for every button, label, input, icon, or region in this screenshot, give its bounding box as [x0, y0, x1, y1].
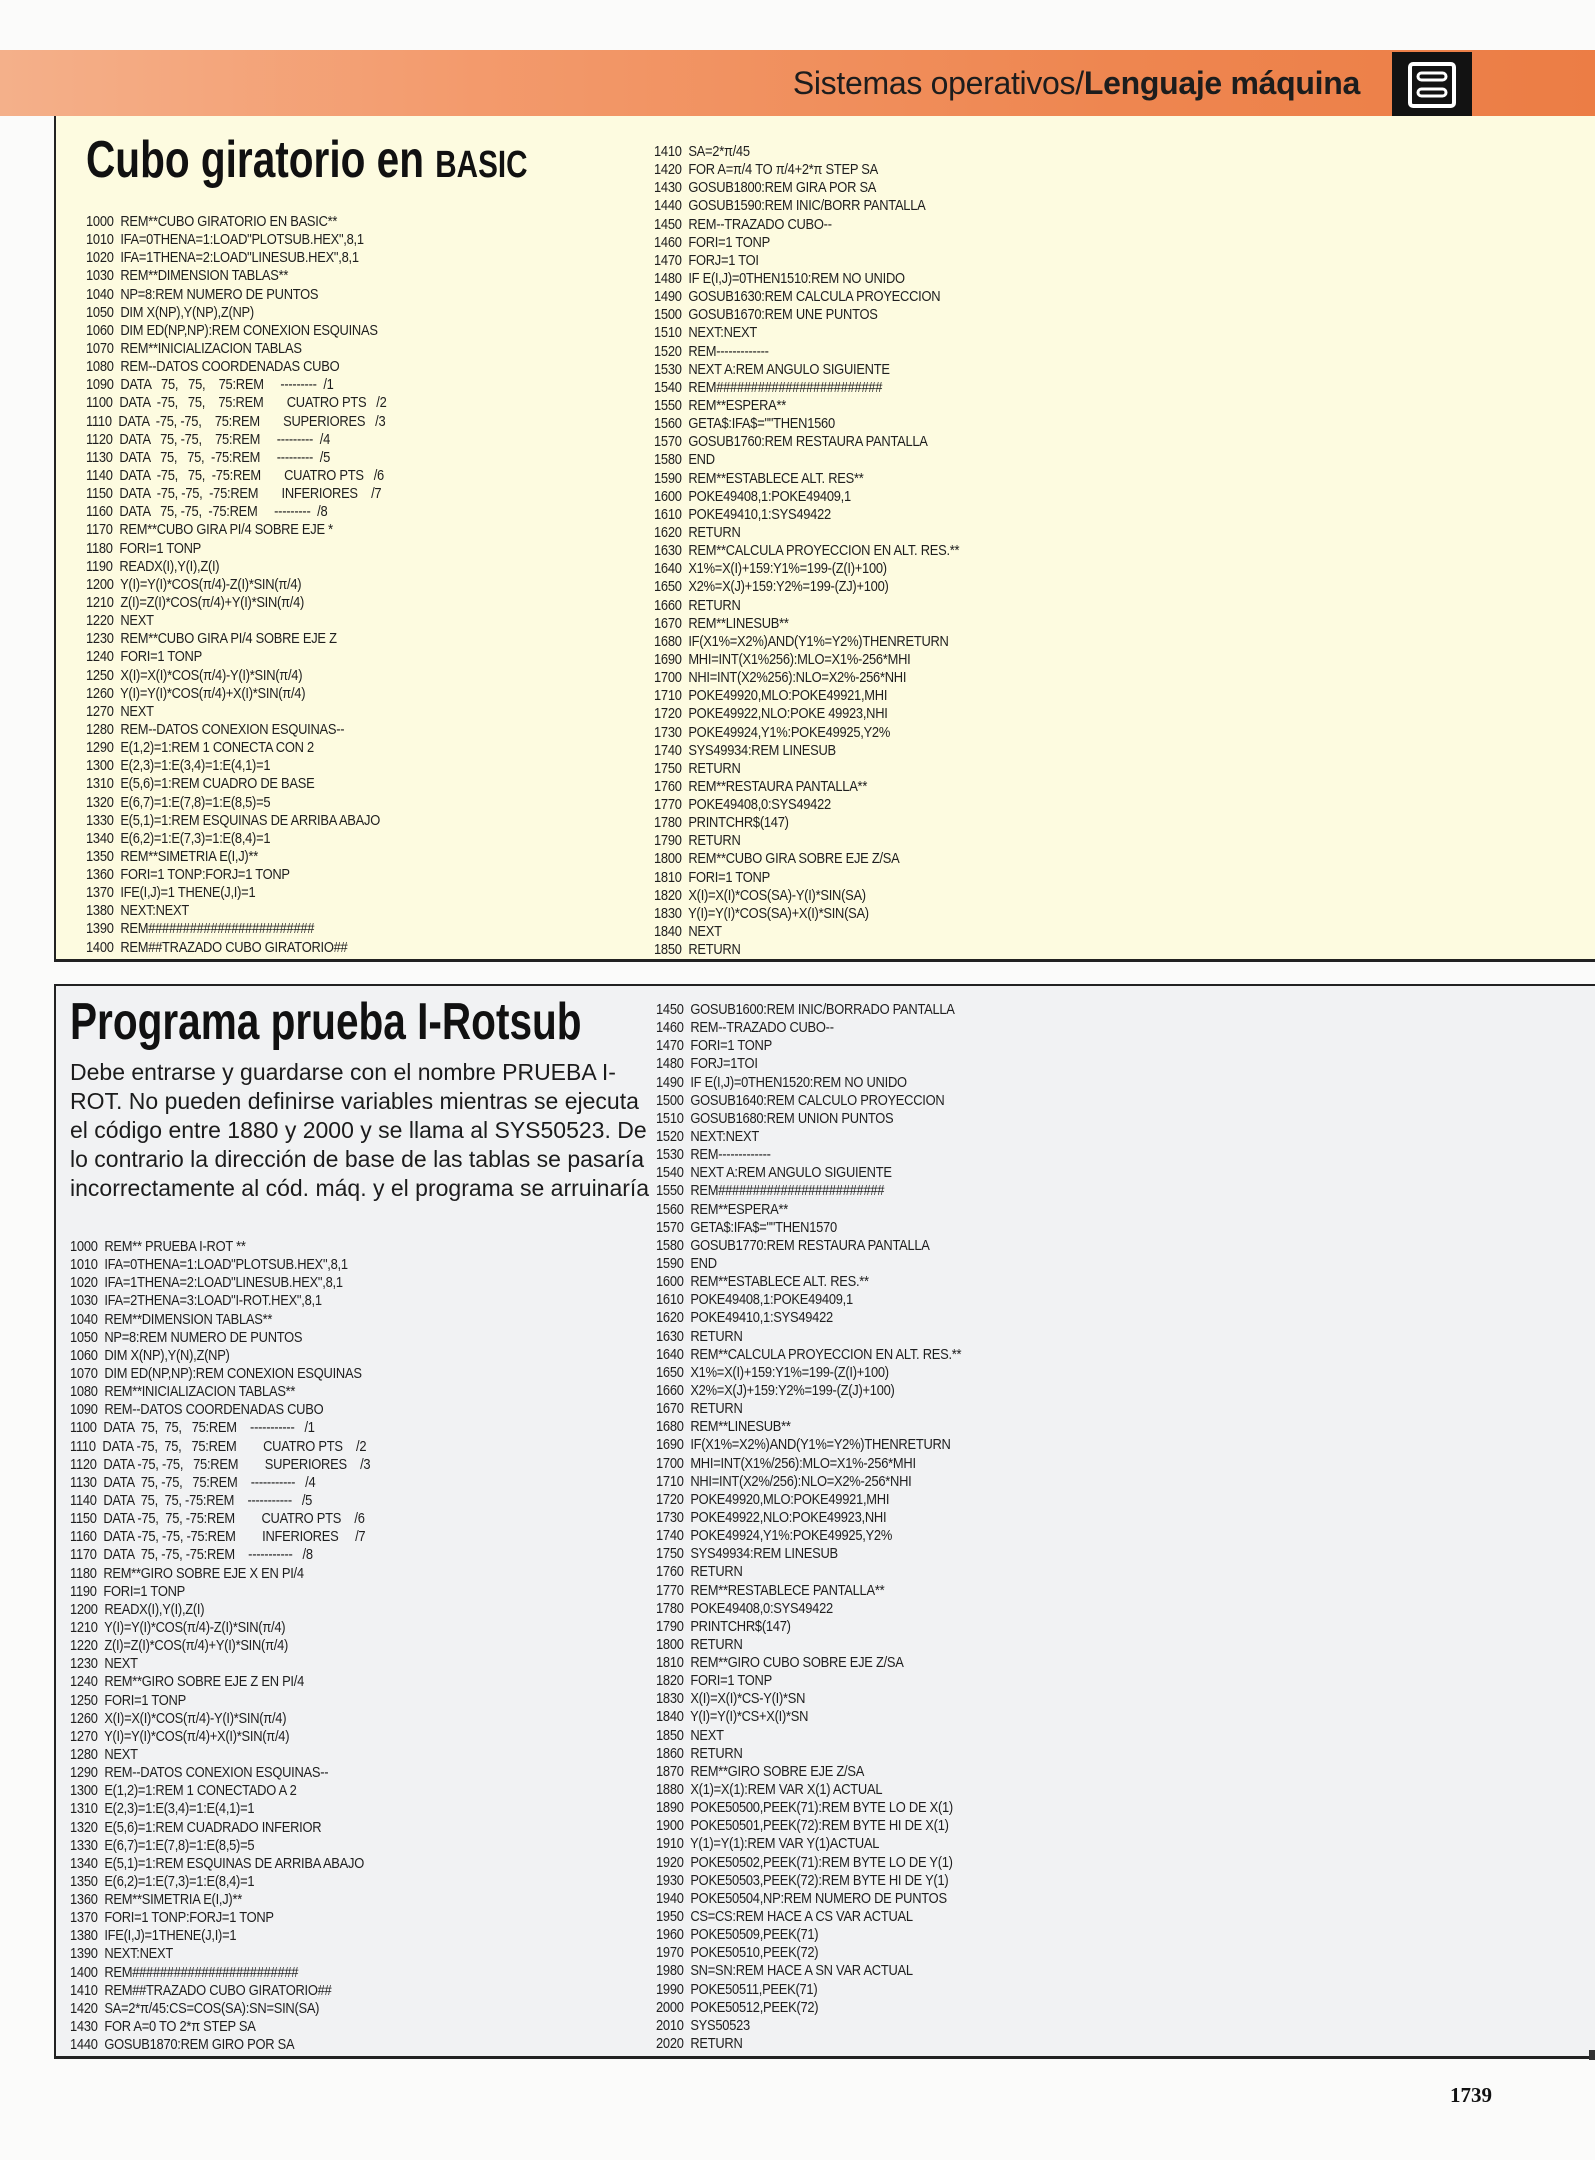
code-line: 1590 END [656, 1254, 717, 1272]
code-line: 1390 REM######################## [86, 920, 315, 938]
code-line: 1450 GOSUB1600:REM INIC/BORRADO PANTALLA [656, 1001, 955, 1018]
code-line: 1030 IFA=2THENA=3:LOAD"I-ROT.HEX",8,1 [70, 1292, 322, 1310]
code-line: 1630 RETURN [656, 1327, 743, 1345]
code-line: 1370 IFE(I,J)=1 THENE(J,I)=1 [86, 884, 256, 902]
code-line: 1690 IF(X1%=X2%)AND(Y1%=Y2%)THENRETURN [656, 1436, 951, 1454]
code-line: 1980 SN=SN:REM HACE A SN VAR ACTUAL [656, 1962, 913, 1980]
code-line: 1620 RETURN [654, 523, 741, 541]
code-line: 1490 IF E(I,J)=0THEN1520:REM NO UNIDO [656, 1073, 907, 1091]
code-line: 1950 CS=CS:REM HACE A CS VAR ACTUAL [656, 1908, 913, 1926]
code-line: 1110 DATA -75, -75, 75:REM SUPERIORES /3 [86, 412, 386, 430]
code-line: 1150 DATA -75, 75, -75:REM CUATRO PTS /6 [70, 1510, 365, 1528]
code-line: 1670 RETURN [656, 1400, 743, 1418]
code-listing-column-1 [70, 1238, 419, 2054]
code-line: 1820 FORI=1 TONP [656, 1672, 772, 1690]
code-line: 1740 POKE49924,Y1%:POKE49925,Y2% [656, 1527, 893, 1545]
code-listing-column-2 [654, 143, 1009, 959]
code-line: 1640 X1%=X(I)+159:Y1%=199-(Z(I)+100) [654, 560, 887, 578]
code-line: 1160 DATA -75, -75, -75:REM INFERIORES /7 [70, 1528, 366, 1546]
code-line: 1490 GOSUB1630:REM CALCULA PROYECCION [654, 288, 941, 306]
code-line: 1800 RETURN [656, 1635, 743, 1653]
code-line: 1680 IF(X1%=X2%)AND(Y1%=Y2%)THENRETURN [654, 632, 949, 650]
code-line: 1650 X2%=X(J)+159:Y2%=199-(ZJ)+100) [654, 578, 889, 596]
code-line: 1850 RETURN [654, 941, 741, 959]
code-line: 1520 REM------------- [654, 342, 769, 360]
code-line: 1410 SA=2*π/45 [654, 143, 750, 160]
code-line: 1600 REM**ESTABLECE ALT. RES.** [656, 1273, 869, 1291]
code-line: 1430 GOSUB1800:REM GIRA POR SA [654, 179, 877, 197]
code-line: 1380 NEXT:NEXT [86, 902, 189, 920]
code-line: 1160 DATA 75, -75, -75:REM --------- /8 [86, 503, 328, 521]
code-line: 1920 POKE50502,PEEK(71):REM BYTE LO DE Y(1) [656, 1853, 953, 1871]
code-line: 1030 REM**DIMENSION TABLAS** [86, 267, 289, 285]
irotsub-panel [54, 984, 1595, 2059]
code-line: 1860 RETURN [656, 1744, 743, 1762]
code-line: 1610 POKE49410,1:SYS49422 [654, 505, 831, 523]
code-line: 1810 REM**GIRO CUBO SOBRE EJE Z/SA [656, 1654, 904, 1672]
code-line: 1580 END [654, 451, 715, 469]
code-line: 1050 NP=8:REM NUMERO DE PUNTOS [70, 1328, 303, 1346]
code-line: 1060 DIM ED(NP,NP):REM CONEXION ESQUINAS [86, 321, 378, 339]
page-number: 1739 [1450, 2083, 1492, 2107]
code-line: 1640 REM**CALCULA PROYECCION EN ALT. RES.** [656, 1345, 962, 1363]
code-line: 1220 NEXT [86, 612, 154, 630]
code-line: 1770 POKE49408,0:SYS49422 [654, 796, 831, 814]
code-listing-column-1 [86, 213, 435, 957]
section-title [793, 58, 1360, 108]
code-line: 1400 REM##TRAZADO CUBO GIRATORIO## [86, 938, 348, 956]
section-header-band [0, 50, 1595, 116]
code-line: 1270 NEXT [86, 702, 154, 720]
code-line: 1200 Y(I)=Y(I)*COS(π/4)-Z(I)*SIN(π/4) [86, 575, 302, 593]
code-line: 1190 READX(I),Y(I),Z(I) [86, 557, 220, 575]
code-line: 1420 FOR A=π/4 TO π/4+2*π STEP SA [654, 161, 878, 179]
code-line: 1620 POKE49410,1:SYS49422 [656, 1309, 833, 1327]
code-line: 1710 POKE49920,MLO:POKE49921,MHI [654, 687, 888, 705]
code-line: 1550 REM######################## [656, 1182, 885, 1200]
code-line: 1780 POKE49408,0:SYS49422 [656, 1599, 833, 1617]
code-line: 1650 X1%=X(I)+159:Y1%=199-(Z(I)+100) [656, 1363, 889, 1381]
code-line: 1260 Y(I)=Y(I)*COS(π/4)+X(I)*SIN(π/4) [86, 684, 306, 702]
code-line: 1480 IF E(I,J)=0THEN1510:REM NO UNIDO [654, 269, 905, 287]
code-line: 1540 REM######################## [654, 378, 883, 396]
code-line: 1880 X(1)=X(1):REM VAR X(1) ACTUAL [656, 1781, 883, 1799]
code-line: 1810 FORI=1 TONP [654, 868, 770, 886]
code-line: 1770 REM**RESTABLECE PANTALLA** [656, 1581, 885, 1599]
code-line: 1180 REM**GIRO SOBRE EJE X EN PI/4 [70, 1564, 304, 1582]
intro-paragraph: Debe entrarse y guardarse con el nombre PRUEBA I-ROT. No pueden definirse variables mientras se ejecuta el código entre 1880 y 2000 y se llama al SYS50523. De lo contrario la dirección de base de las tablas se pasaría incorrectamente al cód. máq. y el programa se arruinaría [70, 1059, 650, 1201]
code-line: 1470 FORI=1 TONP [656, 1037, 772, 1055]
code-line: 1050 DIM X(NP),Y(NP),Z(NP) [86, 303, 254, 321]
code-line: 1790 PRINTCHR$(147) [656, 1617, 791, 1635]
code-line: 1150 DATA -75, -75, -75:REM INFERIORES /7 [86, 485, 382, 503]
code-line: 1830 Y(I)=Y(I)*COS(SA)+X(I)*SIN(SA) [654, 904, 869, 922]
code-line: 1700 MHI=INT(X1%/256):MLO=X1%-256*MHI [656, 1454, 916, 1472]
code-line: 1440 GOSUB1870:REM GIRO POR SA [70, 2036, 295, 2054]
code-line: 1170 REM**CUBO GIRA PI/4 SOBRE EJE * [86, 521, 333, 539]
code-line: 1700 NHI=INT(X2%256):NLO=X2%-256*NHI [654, 669, 907, 687]
code-line: 1750 RETURN [654, 759, 741, 777]
edge-mark [1589, 2050, 1595, 2060]
code-line: 1570 GOSUB1760:REM RESTAURA PANTALLA [654, 433, 928, 451]
code-line: 1720 POKE49920,MLO:POKE49921,MHI [656, 1490, 890, 1508]
code-line: 1190 FORI=1 TONP [70, 1582, 185, 1600]
code-line: 1370 FORI=1 TONP:FORJ=1 TONP [70, 1909, 274, 1927]
code-line: 1120 DATA -75, -75, 75:REM SUPERIORES /3 [70, 1455, 371, 1473]
code-line: 1130 DATA 75, 75, -75:REM --------- /5 [86, 448, 330, 466]
code-line: 1740 SYS49934:REM LINESUB [654, 741, 836, 759]
code-line: 1010 IFA=0THENA=1:LOAD"PLOTSUB.HEX",8,1 [86, 231, 364, 249]
code-line: 1410 REM##TRAZADO CUBO GIRATORIO## [70, 1981, 332, 1999]
code-line: 1230 NEXT [70, 1655, 138, 1673]
code-line: 1090 REM--DATOS COORDENADAS CUBO [70, 1401, 324, 1419]
subsection-name: Lenguaje máquina [1083, 65, 1360, 101]
code-line: 2010 SYS50523 [656, 2016, 750, 2034]
code-line: 1330 E(6,7)=1:E(7,8)=1:E(8,5)=5 [70, 1836, 255, 1854]
section-icon-glyph [1408, 62, 1456, 108]
code-line: 1500 GOSUB1670:REM UNE PUNTOS [654, 306, 878, 324]
code-line: 1570 GETA$:IFA$=""THEN1570 [656, 1218, 837, 1236]
code-line: 1560 REM**ESPERA** [656, 1200, 789, 1218]
code-line: 1070 DIM ED(NP,NP):REM CONEXION ESQUINAS [70, 1364, 362, 1382]
code-line: 1760 RETURN [656, 1563, 743, 1581]
code-line: 1340 E(6,2)=1:E(7,3)=1:E(8,4)=1 [86, 829, 271, 847]
code-line: 1180 FORI=1 TONP [86, 539, 201, 557]
code-line: 1070 REM**INICIALIZACION TABLAS [86, 339, 302, 357]
code-line: 1010 IFA=0THENA=1:LOAD"PLOTSUB.HEX",8,1 [70, 1256, 348, 1274]
code-line: 1870 REM**GIRO SOBRE EJE Z/SA [656, 1762, 865, 1780]
code-line: 1320 E(6,7)=1:E(7,8)=1:E(8,5)=5 [86, 793, 271, 811]
code-line: 1510 GOSUB1680:REM UNION PUNTOS [656, 1109, 894, 1127]
code-listing-column-2 [656, 1001, 1011, 2053]
code-line: 1350 E(6,2)=1:E(7,3)=1:E(8,4)=1 [70, 1872, 255, 1890]
code-line: 1300 E(2,3)=1:E(3,4)=1:E(4,1)=1 [86, 757, 271, 775]
code-line: 1610 POKE49408,1:POKE49409,1 [656, 1291, 853, 1309]
code-line: 1280 NEXT [70, 1745, 138, 1763]
code-line: 2020 RETURN [656, 2035, 743, 2053]
code-line: 1990 POKE50511,PEEK(71) [656, 1980, 818, 1998]
code-line: 1000 REM**CUBO GIRATORIO EN BASIC** [86, 213, 338, 230]
code-line: 1390 NEXT:NEXT [70, 1945, 173, 1963]
code-line: 1100 DATA 75, 75, 75:REM ----------- /1 [70, 1419, 315, 1437]
code-line: 1800 REM**CUBO GIRA SOBRE EJE Z/SA [654, 850, 900, 868]
code-line: 1830 X(I)=X(I)*CS-Y(I)*SN [656, 1690, 806, 1708]
code-line: 1630 REM**CALCULA PROYECCION EN ALT. RES.** [654, 542, 960, 560]
code-line: 2000 POKE50512,PEEK(72) [656, 1998, 819, 2016]
code-line: 1210 Y(I)=Y(I)*COS(π/4)-Z(I)*SIN(π/4) [70, 1618, 286, 1636]
code-line: 1780 PRINTCHR$(147) [654, 814, 789, 832]
code-line: 1380 IFE(I,J)=1THENE(J,I)=1 [70, 1927, 237, 1945]
code-line: 1820 X(I)=X(I)*COS(SA)-Y(I)*SIN(SA) [654, 886, 866, 904]
code-line: 1540 NEXT A:REM ANGULO SIGUIENTE [656, 1164, 892, 1182]
code-line: 1430 FOR A=0 TO 2*π STEP SA [70, 2018, 256, 2036]
code-line: 1450 REM--TRAZADO CUBO-- [654, 215, 832, 233]
code-line: 1660 RETURN [654, 596, 741, 614]
code-line: 1020 IFA=1THENA=2:LOAD"LINESUB.HEX",8,1 [86, 249, 359, 267]
code-line: 1850 NEXT [656, 1726, 724, 1744]
code-line: 1500 GOSUB1640:REM CALCULO PROYECCION [656, 1091, 945, 1109]
code-line: 1480 FORJ=1TOI [656, 1055, 758, 1073]
code-line: 1530 REM------------- [656, 1146, 771, 1164]
code-line: 1730 POKE49922,NLO:POKE49923,NHI [656, 1508, 887, 1526]
cubo-basic-panel [54, 116, 1595, 962]
code-line: 1360 FORI=1 TONP:FORJ=1 TONP [86, 866, 290, 884]
code-line: 1300 E(1,2)=1:REM 1 CONECTADO A 2 [70, 1782, 297, 1800]
code-line: 1890 POKE50500,PEEK(71):REM BYTE LO DE X(1) [656, 1799, 953, 1817]
panel-title [86, 130, 527, 190]
code-line: 1910 Y(1)=Y(1):REM VAR Y(1)ACTUAL [656, 1835, 880, 1853]
code-line: 1290 E(1,2)=1:REM 1 CONECTA CON 2 [86, 739, 314, 757]
code-line: 1220 Z(I)=Z(I)*COS(π/4)+Y(I)*SIN(π/4) [70, 1637, 289, 1655]
code-line: 1750 SYS49934:REM LINESUB [656, 1545, 838, 1563]
code-line: 1260 X(I)=X(I)*COS(π/4)-Y(I)*SIN(π/4) [70, 1709, 287, 1727]
code-line: 1060 DIM X(NP),Y(N),Z(NP) [70, 1346, 230, 1364]
code-line: 1790 RETURN [654, 832, 741, 850]
code-line: 1710 NHI=INT(X2%/256):NLO=X2%-256*NHI [656, 1472, 912, 1490]
code-line: 1250 X(I)=X(I)*COS(π/4)-Y(I)*SIN(π/4) [86, 666, 303, 684]
section-icon [1392, 52, 1472, 118]
code-line: 1840 Y(I)=Y(I)*CS+X(I)*SN [656, 1708, 809, 1726]
code-line: 1760 REM**RESTAURA PANTALLA** [654, 777, 868, 795]
code-line: 1110 DATA -75, 75, 75:REM CUATRO PTS /2 [70, 1437, 367, 1455]
code-line: 1310 E(2,3)=1:E(3,4)=1:E(4,1)=1 [70, 1800, 255, 1818]
code-line: 1100 DATA -75, 75, 75:REM CUATRO PTS /2 [86, 394, 387, 412]
code-line: 1550 REM**ESPERA** [654, 396, 787, 414]
panel-title-main: Cubo giratorio en [86, 131, 436, 189]
code-line: 1930 POKE50503,PEEK(72):REM BYTE HI DE Y(1) [656, 1871, 949, 1889]
code-line: 1460 FORI=1 TONP [654, 233, 770, 251]
code-line: 1250 FORI=1 TONP [70, 1691, 186, 1709]
code-line: 1590 REM**ESTABLECE ALT. RES** [654, 469, 864, 487]
code-line: 1040 REM**DIMENSION TABLAS** [70, 1310, 273, 1328]
code-line: 1960 POKE50509,PEEK(71) [656, 1926, 819, 1944]
code-line: 1140 DATA 75, 75, -75:REM ----------- /5 [70, 1491, 313, 1509]
code-line: 1230 REM**CUBO GIRA PI/4 SOBRE EJE Z [86, 630, 337, 648]
code-line: 1900 POKE50501,PEEK(72):REM BYTE HI DE X(1) [656, 1817, 949, 1835]
code-line: 1080 REM**INICIALIZACION TABLAS** [70, 1383, 296, 1401]
code-line: 1090 DATA 75, 75, 75:REM --------- /1 [86, 376, 334, 394]
code-line: 1460 REM--TRAZADO CUBO-- [656, 1019, 834, 1037]
code-line: 1730 POKE49924,Y1%:POKE49925,Y2% [654, 723, 891, 741]
code-line: 1170 DATA 75, -75, -75:REM ----------- /8 [70, 1546, 313, 1564]
code-line: 1240 FORI=1 TONP [86, 648, 202, 666]
code-line: 1290 REM--DATOS CONEXION ESQUINAS-- [70, 1764, 329, 1782]
code-line: 1670 REM**LINESUB** [654, 614, 789, 632]
code-line: 1660 X2%=X(J)+159:Y2%=199-(Z(J)+100) [656, 1381, 895, 1399]
code-line: 1580 GOSUB1770:REM RESTAURA PANTALLA [656, 1236, 930, 1254]
code-line: 1530 NEXT A:REM ANGULO SIGUIENTE [654, 360, 890, 378]
code-line: 1420 SA=2*π/45:CS=COS(SA):SN=SIN(SA) [70, 1999, 320, 2017]
code-line: 1340 E(5,1)=1:REM ESQUINAS DE ARRIBA ABAJO [70, 1854, 364, 1872]
panel-title: Programa prueba I-Rotsub [70, 993, 582, 1051]
code-line: 1680 REM**LINESUB** [656, 1418, 791, 1436]
code-line: 1280 REM--DATOS CONEXION ESQUINAS-- [86, 720, 345, 738]
section-name: Sistemas operativos/ [792, 65, 1084, 101]
code-line: 1600 POKE49408,1:POKE49409,1 [654, 487, 851, 505]
code-line: 1000 REM** PRUEBA I-ROT ** [70, 1238, 246, 1255]
code-line: 1320 E(5,6)=1:REM CUADRADO INFERIOR [70, 1818, 322, 1836]
panel-title-basic: BASIC [435, 144, 528, 186]
code-line: 1270 Y(I)=Y(I)*COS(π/4)+X(I)*SIN(π/4) [70, 1727, 290, 1745]
code-line: 1310 E(5,6)=1:REM CUADRO DE BASE [86, 775, 315, 793]
code-line: 1350 REM**SIMETRIA E(I,J)** [86, 847, 258, 865]
code-line: 1720 POKE49922,NLO:POKE 49923,NHI [654, 705, 888, 723]
code-line: 1470 FORJ=1 TOI [654, 251, 759, 269]
code-line: 1200 READX(I),Y(I),Z(I) [70, 1600, 205, 1618]
code-line: 1520 NEXT:NEXT [656, 1127, 759, 1145]
code-line: 1940 POKE50504,NP:REM NUMERO DE PUNTOS [656, 1889, 947, 1907]
code-line: 1510 NEXT:NEXT [654, 324, 757, 342]
code-line: 1080 REM--DATOS COORDENADAS CUBO [86, 358, 340, 376]
code-line: 1360 REM**SIMETRIA E(I,J)** [70, 1891, 242, 1909]
code-line: 1210 Z(I)=Z(I)*COS(π/4)+Y(I)*SIN(π/4) [86, 593, 305, 611]
code-line: 1440 GOSUB1590:REM INIC/BORR PANTALLA [654, 197, 926, 215]
code-line: 1970 POKE50510,PEEK(72) [656, 1944, 819, 1962]
code-line: 1840 NEXT [654, 923, 722, 941]
code-line: 1560 GETA$:IFA$=""THEN1560 [654, 415, 835, 433]
code-line: 1400 REM######################## [70, 1963, 299, 1981]
code-line: 1330 E(5,1)=1:REM ESQUINAS DE ARRIBA ABAJO [86, 811, 380, 829]
code-line: 1240 REM**GIRO SOBRE EJE Z EN PI/4 [70, 1673, 305, 1691]
code-line: 1020 IFA=1THENA=2:LOAD"LINESUB.HEX",8,1 [70, 1274, 343, 1292]
code-line: 1140 DATA -75, 75, -75:REM CUATRO PTS /6 [86, 466, 384, 484]
code-line: 1130 DATA 75, -75, 75:REM ----------- /4 [70, 1473, 316, 1491]
code-line: 1040 NP=8:REM NUMERO DE PUNTOS [86, 285, 319, 303]
code-line: 1690 MHI=INT(X1%256):MLO=X1%-256*MHI [654, 650, 911, 668]
code-line: 1120 DATA 75, -75, 75:REM --------- /4 [86, 430, 330, 448]
